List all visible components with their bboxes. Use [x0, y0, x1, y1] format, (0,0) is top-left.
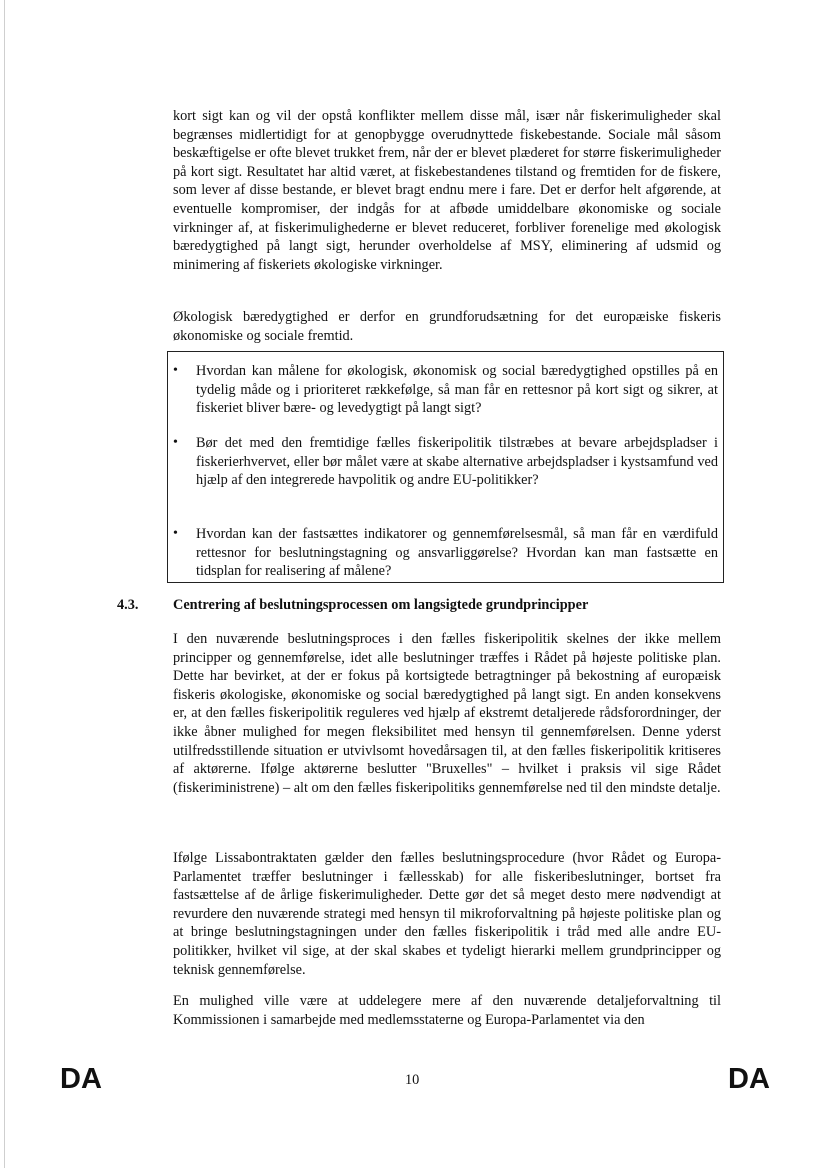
section-title: Centrering af beslutningsprocessen om langsigtede grundprincipper	[173, 597, 589, 613]
question-text: Bør det med den fremtidige fælles fiskeripolitik tilstræbes at bevare arbejdspladser i fiskerierhvervet, eller bør målet være at skabe alternative arbejdspladser i kystsamfund ved hjælp af den integrerede havpolitik og andre EU-politikker?	[196, 435, 718, 489]
bullet-icon: •	[173, 526, 178, 541]
bullet-icon: •	[173, 363, 178, 378]
body-paragraph: En mulighed ville være at uddelegere mere af den nuværende detaljeforvaltning til Kommissionen i samarbejde med medlemsstaterne og Europa-Parlamentet via den	[173, 993, 721, 1028]
question-text: Hvordan kan målene for økologisk, økonomisk og social bæredygtighed opstilles på en tydelig måde og i prioriteret rækkefølge, så man får en rettesnor på kort sigt og sikrer, at fiskeriet bliver bære- og levedygtigt på langt sigt?	[196, 363, 718, 417]
body-paragraph: Ifølge Lissabontraktaten gælder den fælles beslutningsprocedure (hvor Rådet og Europa-Parlamentet træffer beslutninger i fællesskab) for alle fiskeribeslutninger, bortset fra fastsættelse af de årlige fiskerimuligheder. Dette gør det så meget desto mere nødvendigt at revurdere den nuværende strategi med hensyn til mikroforvaltning på højeste politiske plan og at bringe beslutningstagningen under den fælles fiskeripolitik i tråd med alle andre EU-politikker, hvilket vil sige, at der skal skabes et tydeligt hierarki mellem grundprincipper og teknisk gennemførelse.	[173, 850, 721, 978]
body-paragraph: Økologisk bæredygtighed er derfor en grundforudsætning for det europæiske fiskeris økonomiske og sociale fremtid.	[173, 309, 721, 344]
page-number: 10	[405, 1072, 420, 1088]
question-text: Hvordan kan der fastsættes indikatorer og gennemførelsesmål, så man får en værdifuld rettesnor for beslutningstagning og ansvarliggørelse? Hvordan kan man fastsætte en tidsplan for realisering af målene?	[196, 526, 718, 580]
questions-box	[167, 351, 724, 583]
body-paragraph: kort sigt kan og vil der opstå konflikter mellem disse mål, især når fiskerimuligheder skal begrænses midlertidigt for at genopbygge overudnyttede fiskebestande. Sociale mål såsom beskæftigelse er ofte blevet trukket frem, når der er blevet plæderet for større fiskerimuligheder på kort sigt. Resultatet har altid været, at fiskebestandenes tilstand og fremtiden for de fiskere, som lever af disse bestande, er blevet bragt endnu mere i fare. Det er derfor helt afgørende, at eventuelle kompromiser, der indgås for at afbøde umiddelbare økonomiske og sociale virkninger af, at fiskerimulighederne er blevet reduceret, forbliver forenelige med økologisk bæredygtighed på langt sigt, herunder overholdelse af MSY, eliminering af udsmid og minimering af fiskeriets økologiske virkninger.	[173, 108, 721, 273]
language-code-left: DA	[60, 1063, 102, 1095]
section-number: 4.3.	[117, 597, 139, 613]
language-code-right: DA	[728, 1063, 770, 1095]
body-paragraph: I den nuværende beslutningsproces i den fælles fiskeripolitik skelnes der ikke mellem principper og gennemførelse, idet alle beslutninger træffes i Rådet på højeste politiske plan. Dette har bevirket, at der er fokus på kortsigtede betragtninger på bekostning af europæisk fiskeris økologiske, økonomiske og social bæredygtighed på langt sigt. En anden konsekvens er, at den fælles fiskeripolitik reguleres ved hjælp af ekstremt detaljerede rådsforordninger, der ikke åbner mulighed for megen fleksibilitet med hensyn til gennemførelsen. Denne yderst utilfredsstillende situation er utvivlsomt hovedårsagen til, at den fælles fiskeripolitik kritiseres af aktørerne. Ifølge aktørerne beslutter "Bruxelles" – hvilket i praksis vil sige Rådet (fiskeriministrene) – alt om den fælles fiskeripolitiks gennemførelse ned til den mindste detalje.	[173, 631, 721, 796]
bullet-icon: •	[173, 435, 178, 450]
